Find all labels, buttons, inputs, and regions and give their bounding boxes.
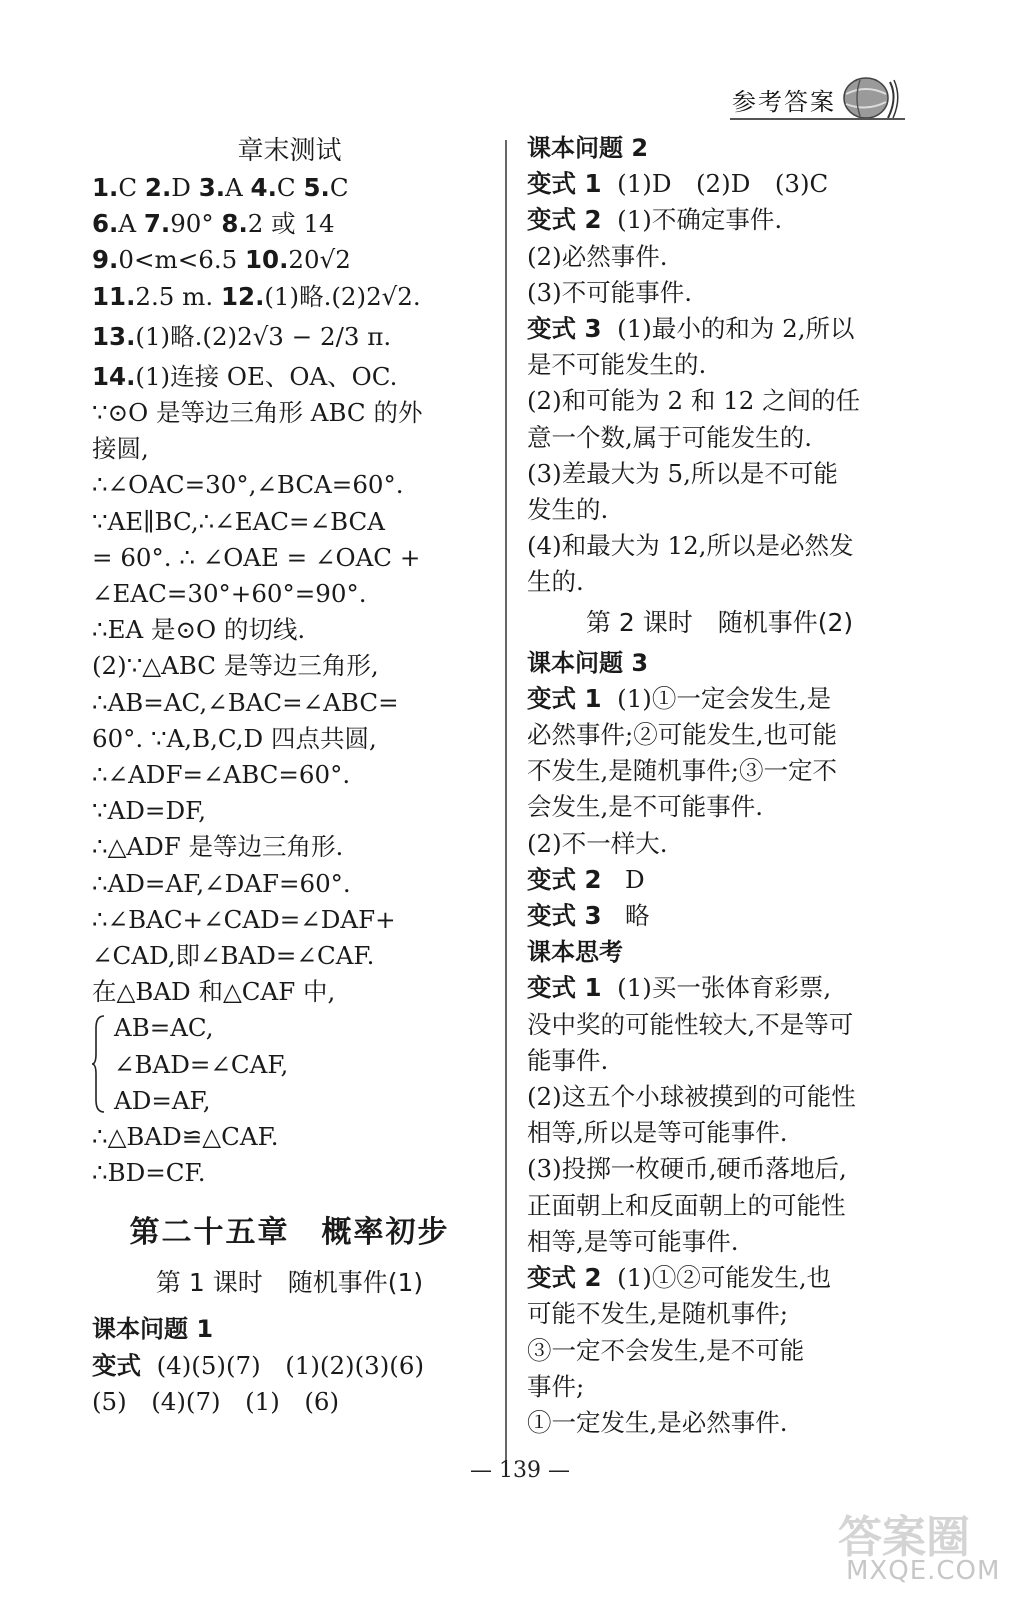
q14-line: ∴∠ADF=∠ABC=60°. [92, 760, 351, 790]
q14-line: = 60°. ∴ ∠OAE = ∠OAC + [92, 542, 421, 572]
watermark-site: MXQE.COM [846, 1556, 1001, 1586]
q14-line: ∴△ADF 是等边三角形. [92, 832, 344, 862]
section-title: 章末测试 [237, 136, 342, 166]
variant-line: 变式 (4)(5)(7) (1)(2)(3)(6) [92, 1350, 425, 1380]
answer-line: 生的. [527, 567, 584, 597]
q3-variant-3: 变式 3 略 [527, 901, 650, 931]
textbook-question-2: 课本问题 2 [527, 134, 649, 162]
variant-2: 变式 2 (1)不确定事件. [527, 205, 783, 235]
system-line: AB=AC, [114, 1013, 214, 1043]
left-brace-icon [92, 1014, 106, 1114]
q14-line: ∵AD=DF, [92, 796, 207, 826]
q14-line: ∴AB=AC,∠BAC=∠ABC= [92, 687, 399, 717]
think-variant-1: 变式 1 (1)买一张体育彩票, [527, 973, 832, 1003]
chapter-title: 第二十五章 概率初步 [129, 1215, 450, 1251]
answer-line-2: 6.A 7.90° 8.2 或 14 [92, 209, 335, 239]
answer-line: 正面朝上和反面朝上的可能性 [527, 1190, 846, 1220]
think-variant-2: 变式 2 (1)①②可能发生,也 [527, 1263, 832, 1293]
equation-system [92, 1010, 487, 1119]
variant-3: 变式 3 (1)最小的和为 2,所以 [527, 314, 855, 344]
svg-text:答案圈: 答案圈 [838, 1512, 970, 1563]
q14-solution [92, 395, 487, 1191]
lesson-2-title: 第 2 课时 随机事件(2) [585, 607, 854, 637]
answer-line: 没中奖的可能性较大,不是等可 [527, 1009, 854, 1039]
q14-line: ∵⊙O 是等边三角形 ABC 的外 [92, 398, 423, 428]
q14-line: ∴AD=AF,∠DAF=60°. [92, 868, 351, 898]
variant-1: 变式 1 (1)D (2)D (3)C [527, 169, 829, 199]
answer-line: (2)必然事件. [527, 241, 668, 271]
q14-line: 60°. ∵A,B,C,D 四点共圆, [92, 723, 377, 753]
answer-line: ①一定发生,是必然事件. [527, 1407, 788, 1437]
left-column [92, 130, 487, 1420]
system-line: AD=AF, [114, 1085, 211, 1115]
answer-line: ③一定不会发生,是不可能 [527, 1335, 805, 1365]
variant-line-2: (5) (4)(7) (1) (6) [92, 1386, 340, 1416]
answer-line-3: 9.0<m<6.5 10.20√2 [92, 245, 351, 275]
textbook-question-1: 课本问题 1 [92, 1315, 214, 1344]
q14-line: ∴∠BAC+∠CAD=∠DAF+ [92, 904, 396, 934]
lesson-1-title: 第 1 课时 随机事件(1) [155, 1268, 424, 1298]
answer-line: 会发生,是不可能事件. [527, 792, 764, 822]
q14-line: 接圆, [92, 434, 149, 464]
answer-line: (3)差最大为 5,所以是不可能 [527, 458, 838, 488]
system-line: ∠BAD=∠CAF, [114, 1049, 289, 1079]
textbook-think: 课本思考 [527, 938, 623, 967]
header-title: 参考答案 [732, 88, 836, 116]
q14-line: ∴∠OAC=30°,∠BCA=60°. [92, 470, 404, 500]
q3-variant-1: 变式 1 (1)①一定会发生,是 [527, 683, 832, 713]
answer-line: 发生的. [527, 495, 609, 525]
answer-line: (2)这五个小球被摸到的可能性 [527, 1082, 856, 1112]
answer-line: (4)和最大为 12,所以是必然发 [527, 531, 854, 561]
q3-variant-2: 变式 2 D [527, 864, 645, 894]
q14-line: ∴BD=CF. [92, 1158, 206, 1188]
answer-line-5: 13.(1)略.(2)2√3 − 2/3 π. [92, 321, 392, 351]
answer-line: (2)和可能为 2 和 12 之间的任 [527, 386, 861, 416]
answer-line: (2)不一样大. [527, 828, 668, 858]
answer-line: 可能不发生,是随机事件; [527, 1299, 789, 1329]
q14-line: ∵AE∥BC,∴∠EAC=∠BCA [92, 506, 385, 536]
answer-line-4: 11.2.5 m. 12.(1)略.(2)2√2. [92, 281, 421, 311]
answer-line: 必然事件;②可能发生,也可能 [527, 720, 838, 750]
q14-first-line: 14.(1)连接 OE、OA、OC. [92, 361, 398, 391]
right-column [527, 130, 912, 1441]
answer-line-1: 1.C 2.D 3.A 4.C 5.C [92, 173, 349, 202]
globe-logo-icon [838, 72, 902, 122]
textbook-question-3: 课本问题 3 [527, 648, 649, 677]
answer-line: (3)投掷一枚硬币,硬币落地后, [527, 1154, 847, 1184]
column-divider [505, 140, 507, 1470]
q14-line: ∠CAD,即∠BAD=∠CAF. [92, 941, 375, 971]
q14-line: (2)∵△ABC 是等边三角形, [92, 651, 379, 681]
q14-line: ∴△BAD≌△CAF. [92, 1122, 279, 1152]
q14-line: ∴EA 是⊙O 的切线. [92, 615, 306, 645]
q14-line: 在△BAD 和△CAF 中, [92, 977, 336, 1007]
answer-line: 是不可能发生的. [527, 350, 707, 380]
answer-line: (3)不可能事件. [527, 277, 692, 307]
header-rule [730, 118, 905, 120]
answer-line: 相等,所以是等可能事件. [527, 1118, 788, 1148]
answer-line: 相等,是等可能事件. [527, 1226, 739, 1256]
answer-line: 能事件. [527, 1045, 609, 1075]
answer-line: 意一个数,属于可能发生的. [527, 422, 813, 452]
q14-line: ∠EAC=30°+60°=90°. [92, 579, 367, 609]
answer-line: 不发生,是随机事件;③一定不 [527, 756, 838, 786]
answer-line: 事件; [527, 1371, 585, 1401]
page-number: — 139 — [470, 1458, 570, 1483]
